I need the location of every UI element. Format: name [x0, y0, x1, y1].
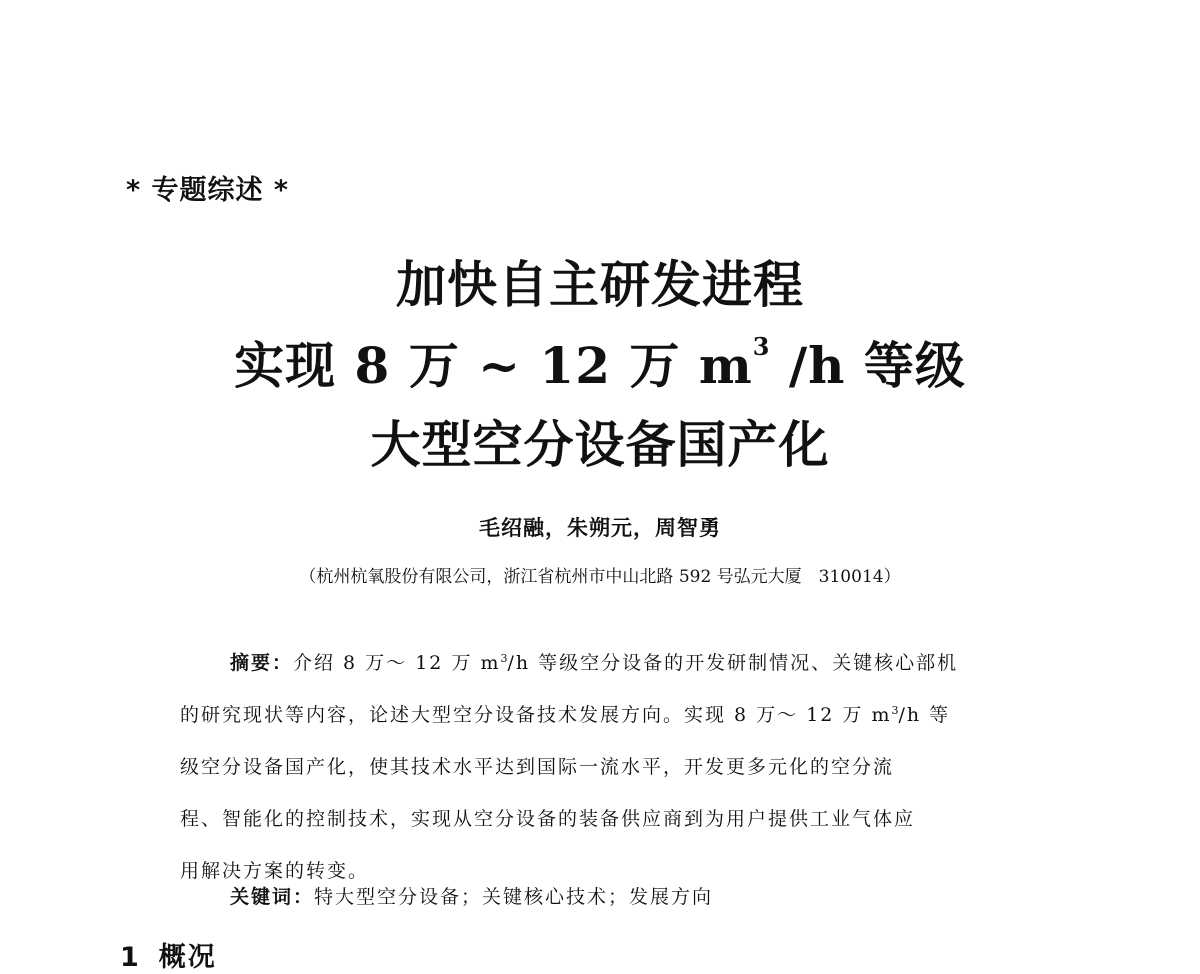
- abstract-line-2-b: /h 等: [898, 704, 951, 726]
- abstract-superscript-1: 3: [500, 652, 508, 665]
- title-line-2-prefix: 实现 8 万 ~ 12 万 m: [234, 336, 753, 395]
- affiliation: （杭州杭氧股份有限公司，浙江省杭州市中山北路 592 号弘元大厦 310014）: [299, 567, 901, 587]
- abstract-line-1-b: /h 等级空分设备的开发研制情况、关键核心部机: [507, 652, 959, 674]
- section-heading-1: [120, 935, 217, 974]
- title-line-3: 大型空分设备国产化: [370, 415, 830, 474]
- abstract: [180, 637, 1030, 897]
- section-number: 1: [120, 942, 141, 973]
- column-tag: * 专题综述 *: [126, 175, 290, 206]
- title-superscript: 3: [752, 332, 771, 361]
- abstract-line-2: [180, 689, 1030, 741]
- title-line-2: [0, 332, 1200, 395]
- keywords: [230, 882, 713, 909]
- abstract-line-1-a: 介绍 8 万～ 12 万 m: [293, 652, 501, 674]
- abstract-line-5: 用解决方案的转变。: [180, 860, 370, 882]
- abstract-line-3: 级空分设备国产化，使其技术水平达到国际一流水平，开发更多元化的空分流: [180, 756, 895, 778]
- title-line-2-suffix: /h 等级: [770, 336, 966, 395]
- abstract-line-2-a: 的研究现状等内容，论述大型空分设备技术发展方向。实现 8 万～ 12 万 m: [180, 704, 892, 726]
- title-line-1: 加快自主研发进程: [396, 255, 804, 314]
- abstract-line-1: [180, 637, 1030, 689]
- section-title: 概况: [158, 942, 217, 973]
- keywords-text: 特大型空分设备；关键核心技术；发展方向: [314, 886, 714, 908]
- abstract-label: 摘要：: [230, 652, 294, 674]
- abstract-superscript-2: 3: [891, 704, 899, 717]
- abstract-line-4: 程、智能化的控制技术，实现从空分设备的装备供应商到为用户提供工业气体应: [180, 808, 916, 830]
- authors: 毛绍融，朱朔元，周智勇: [479, 516, 721, 540]
- keywords-label: 关键词：: [230, 886, 315, 908]
